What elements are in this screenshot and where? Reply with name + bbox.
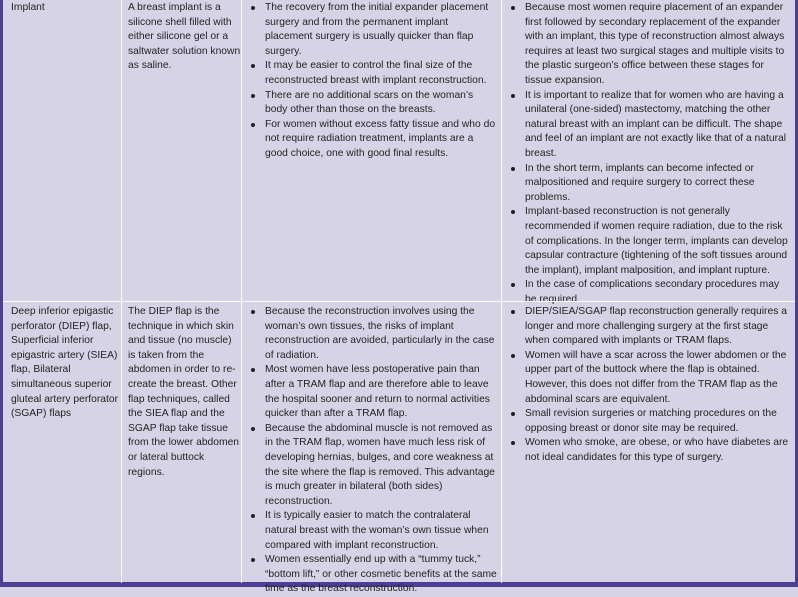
disadvantage-text: In the case of complications secondary procedures may be required. — [525, 279, 780, 305]
list-item — [510, 407, 789, 436]
list-item — [250, 509, 497, 553]
advantages-cell — [241, 302, 501, 595]
advantage-text: It is typically easier to match the contralateral natural breast with the woman’s own tissue when compared with implant reconstruction. — [265, 510, 489, 551]
list-item — [250, 118, 497, 162]
list-item — [250, 89, 497, 118]
bullet-icon — [251, 514, 255, 518]
bullet-icon — [511, 94, 515, 98]
disadvantage-text: It is important to realize that for women who are having a unilateral (one-sided) mastectomy, matching the other natural breast with an implant can be difficult. The shape and feel of an implant are not exactly like that of a natural breast. — [525, 89, 787, 159]
bullet-icon — [511, 441, 515, 445]
bullet-icon — [511, 354, 515, 358]
disadvantage-text: In the short term, implants can become infected or malpositioned and require surgery to correct these problems. — [525, 162, 755, 203]
bullet-icon — [511, 283, 515, 287]
bullet-icon — [251, 123, 255, 127]
disadvantage-text: Because most women require placement of an expander first followed by secondary replacement of the expander with an implant, this type of reconstruction almost always requires at least two surgical stages and multiple visits to the plastic surgeon’s office between these stages for tissue expansion. — [525, 2, 785, 86]
list-item — [510, 162, 789, 206]
disadvantage-text: Small revision surgeries or matching procedures on the opposing breast or donor site may be required. — [525, 408, 777, 434]
list-item — [250, 305, 497, 363]
disadvantages-list — [510, 1, 789, 307]
bullet-icon — [511, 412, 515, 416]
advantage-text: Because the abdominal muscle is not removed as in the TRAM flap, women have much less risk of developing hernias, bulges, and core weakness at the site where the flap is removed. This advantage is much greater in bilateral (both sides) reconstruction. — [265, 422, 495, 507]
disadvantages-cell — [501, 0, 795, 305]
list-item — [250, 59, 497, 88]
bullet-icon — [251, 427, 255, 431]
bullet-icon — [511, 167, 515, 171]
advantages-list — [250, 305, 497, 597]
list-item — [250, 553, 497, 597]
advantages-cell — [241, 0, 501, 301]
advantage-text: It may be easier to control the final size of the reconstructed breast with implant reconstruction. — [265, 60, 487, 86]
reconstruction-type-cell — [3, 302, 121, 583]
advantage-text: There are no additional scars on the woman’s body other than those on the breasts. — [265, 89, 474, 116]
advantage-text: Women essentially end up with a “tummy tuck,” “bottom lift,” or other cosmetic benefits at the same time as the breast reconstruction. — [265, 554, 497, 595]
list-item — [510, 305, 789, 349]
disadvantage-text: Women will have a scar across the lower abdomen or the upper part of the buttock where the flap is obtained. However, this does not differ from the TRAM flap as the abdominal scars are equivalent. — [525, 349, 787, 405]
list-item — [510, 349, 789, 407]
reconstruction-type-name: Deep inferior epigastic perforator (DIEP) flap, Superficial inferior epigastric artery (SIEA) flap, Bilateral simultaneous superior gluteal artery perforator (SGAP) flaps — [11, 306, 119, 420]
bullet-icon — [251, 64, 255, 68]
list-item — [250, 363, 497, 421]
bullet-icon — [511, 6, 515, 10]
description-cell — [121, 302, 241, 583]
list-item — [510, 89, 789, 162]
bullet-icon — [251, 368, 255, 372]
list-item — [250, 1, 497, 59]
bullet-icon — [251, 6, 255, 10]
bullet-icon — [251, 94, 255, 98]
list-item — [510, 1, 789, 89]
disadvantages-list — [510, 305, 789, 466]
reconstruction-description: The DIEP flap is the technique in which skin and tissue (no muscle) is taken from the abdomen in order to re-create the breast. Other flap techniques, called the SIEA flap and the SGAP flap take tissue from the lower abdomen or lateral buttock regions. — [128, 306, 240, 478]
reconstruction-type-name: Implant — [11, 2, 45, 13]
list-item — [250, 422, 497, 510]
bullet-icon — [511, 210, 515, 214]
description-cell — [121, 0, 241, 301]
list-item — [510, 436, 789, 465]
bullet-icon — [251, 310, 255, 314]
disadvantage-text: DIEP/SIEA/SGAP flap reconstruction generally requires a longer and more challenging surgery at the first stage when compared with implants or TRAM flaps. — [525, 306, 787, 347]
disadvantages-cell — [501, 302, 795, 583]
advantage-text: Because the reconstruction involves using the woman’s own tissues, the risks of implant reconstruction are avoided, particularly in the case of radiation. — [265, 306, 495, 361]
reconstruction-type-cell — [3, 0, 121, 301]
disadvantage-text: Implant-based reconstruction is not generally recommended if women require radiation, due to the risk of complications. In the longer term, implants can develop capsular contracture (tightening of the soft tissues around the implant), implant malposition, and implant rupture. — [525, 206, 788, 276]
list-item — [510, 205, 789, 278]
disadvantage-text: Women who smoke, are obese, or who have diabetes are not ideal candidates for this type of surgery. — [525, 437, 789, 463]
reconstruction-description: A breast implant is a silicone shell filled with either silicone gel or a saltwater solution known as saline. — [128, 2, 241, 72]
bullet-icon — [251, 558, 255, 562]
table-row-implant — [3, 0, 795, 305]
advantage-text: The recovery from the initial expander placement surgery and from the permanent implant placement surgery is usually quicker than flap surgery. — [265, 2, 489, 57]
advantage-text: For women without excess fatty tissue and who do not require radiation treatment, implants are a good choice, one with good final results. — [265, 118, 496, 159]
advantages-list — [250, 1, 497, 162]
table-row-diep-flap — [3, 301, 795, 595]
bullet-icon — [511, 310, 515, 314]
advantage-text: Most women have less postoperative pain than after a TRAM flap and are therefore able to leave the hospital sooner and return to normal activities quicker than after a TRAM flap. — [265, 364, 490, 420]
